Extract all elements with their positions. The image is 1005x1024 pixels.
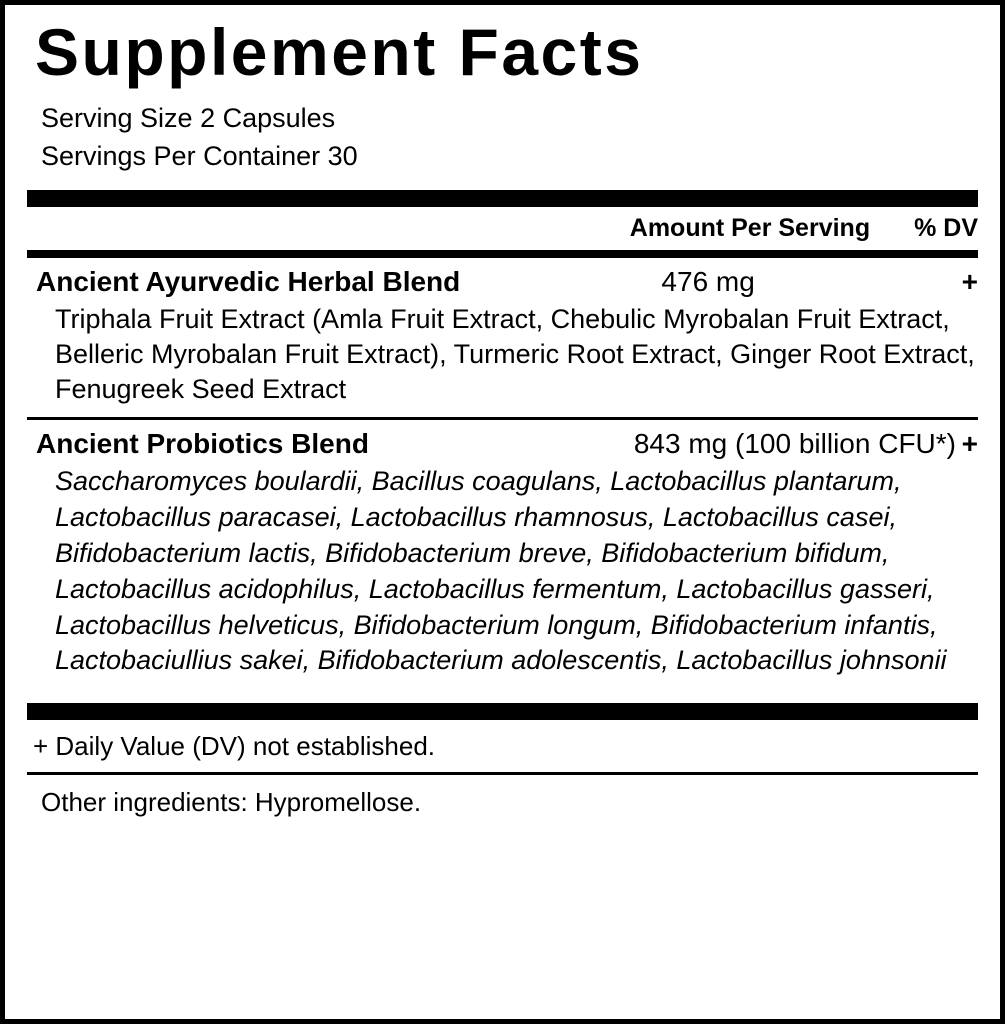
blend-row-probiotics <box>27 420 978 689</box>
blend-dv: + <box>961 427 978 459</box>
blend-ingredients: Triphala Fruit Extract (Amla Fruit Extract, Chebulic Myrobalan Fruit Extract, Belleric Myrobalan Fruit Extract), Turmeric Root Extract, Ginger Root Extract, Fenugreek Seed Extract <box>55 303 975 404</box>
servings-per-container: Servings Per Container 30 <box>41 141 358 172</box>
serving-size: Serving Size 2 Capsules <box>41 103 336 133</box>
other-ingredients: Other ingredients: Hypromellose. <box>41 787 422 818</box>
blend-row-ayurvedic <box>27 258 978 417</box>
blend-name: Ancient Ayurvedic Herbal Blend <box>36 265 461 297</box>
blend-header-ayurvedic <box>27 266 978 298</box>
blend-dv: + <box>961 265 978 297</box>
amount-per-serving-header: Amount Per Serving <box>629 213 871 242</box>
percent-dv-header: % DV <box>914 213 978 242</box>
divider-thin-2 <box>27 772 978 775</box>
blend-header-probiotics <box>27 428 978 460</box>
divider-medium-1 <box>27 250 978 258</box>
daily-value-footnote: + Daily Value (DV) not established. <box>33 731 435 762</box>
blend-ingredients: Saccharomyces boulardii, Bacillus coagulans, Lactobacillus plantarum, Lactobacillus paracasei, Lactobacillus rhamnosus, Lactobacillus casei, Bifidobacterium lactis, Bifidobacterium breve, Bifidobacterium bifidum, Lactobacillus acidophilus, Lactobacillus fermentum, Lactobacillus gasseri, Lactobacillus helveticus, Bifidobacterium longum, Bifidobacterium infantis, Lactobaciullius sakei, Bifidobacterium adolescentis, Lactobacillus johnsonii <box>55 465 947 676</box>
serving-info <box>41 99 978 176</box>
divider-thick-top <box>27 190 978 207</box>
blend-amount: 843 mg (100 billion CFU*) <box>633 427 956 459</box>
divider-thick-bottom <box>27 703 978 720</box>
column-header-row <box>27 207 978 250</box>
blend-name: Ancient Probiotics Blend <box>36 427 369 459</box>
page-title: Supplement Facts <box>35 15 644 89</box>
blend-amount: 476 mg <box>661 265 755 297</box>
